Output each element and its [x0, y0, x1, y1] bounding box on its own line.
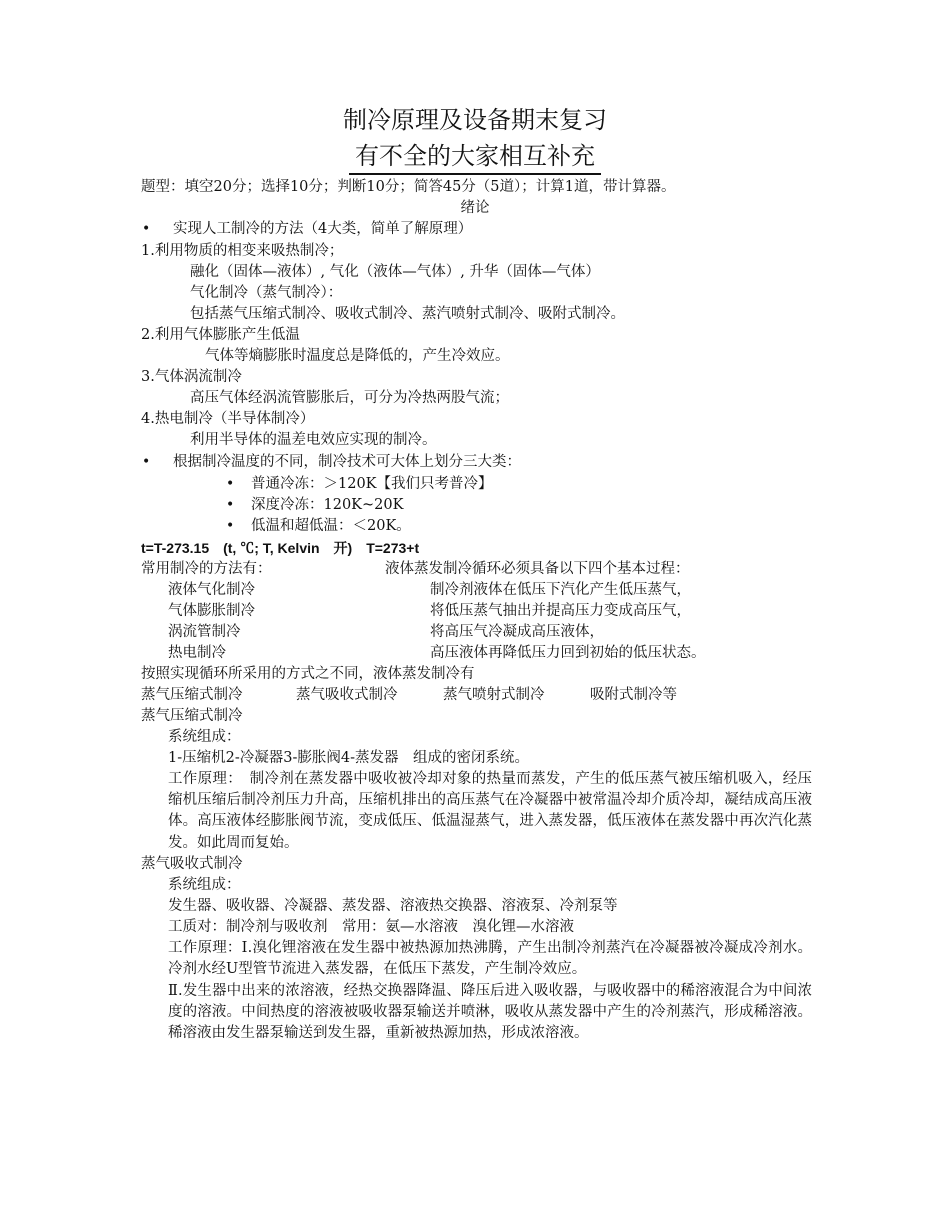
section-heading-intro: 绪论 — [460, 200, 490, 216]
doc-subtitle: 有不全的大家相互补充 — [355, 142, 595, 170]
method-2-line-1: 气体等熵膨胀时温度总是降低的，产生冷效应。 — [205, 348, 510, 364]
process-item: 将低压蒸气抽出并提高压力变成高压气， — [430, 603, 691, 619]
common-methods-heading: 常用制冷的方法有： — [141, 561, 272, 577]
method-4-line-1: 利用半导体的温差电效应实现的制冷。 — [190, 432, 437, 448]
method-3-heading: 3.气体涡流制冷 — [141, 369, 242, 385]
cycle-type: 蒸气压缩式制冷 — [141, 687, 243, 703]
cycle-type: 蒸气吸收式制冷 — [296, 687, 398, 703]
method-1-line-3: 包括蒸气压缩式制冷、吸收式制冷、蒸汽喷射式制冷、吸附式制冷。 — [190, 306, 625, 322]
va-system-components: 发生器、吸收器、冷凝器、蒸发器、溶液热交换器、溶液泵、冷剂泵等 — [168, 898, 618, 914]
process-item: 将高压气冷凝成高压液体， — [430, 624, 604, 640]
common-method-item: 热电制冷 — [168, 645, 226, 661]
temperature-formula: t=T-273.15 (t, ℃; T, Kelvin 开) T=273+t — [141, 540, 420, 556]
method-4-heading: 4.热电制冷（半导体制冷） — [141, 411, 315, 427]
va-working-pair: 工质对：制冷剂与吸收剂 常用：氨—水溶液 溴化锂—水溶液 — [168, 919, 574, 935]
vc-system-label: 系统组成： — [168, 729, 241, 745]
bullet-temperature: 根据制冷温度的不同，制冷技术可大体上划分三大类： — [173, 454, 521, 470]
vc-working-principle: 工作原理： 制冷剂在蒸发器中吸收被冷却对象的热量而蒸发，产生的低压蒸气被压缩机吸入，经压缩机压缩后制冷剂压力升高，压缩机排出的高压蒸气在冷凝器中被常温冷却介质冷却，凝结成高压液体。高压液体经膨胀阀节流，变成低压、低温湿蒸气，进入蒸发器，低压液体在蒸发器中再次汽化蒸发。如此周而复始。 — [168, 771, 812, 851]
cycle-type: 吸附式制冷等 — [590, 687, 677, 703]
exam-format: 题型：填空20分；选择10分；判断10分；简答45分（5道）；计算1道，带计算器。 — [141, 179, 676, 195]
bullet-icon: • — [226, 476, 235, 492]
method-2-heading: 2.利用气体膨胀产生低温 — [141, 327, 300, 343]
common-method-item: 涡流管制冷 — [168, 624, 241, 640]
process-item: 制冷剂液体在低压下汽化产生低压蒸气， — [430, 582, 691, 598]
method-3-line-1: 高压气体经涡流管膨胀后，可分为冷热两股气流； — [190, 390, 509, 406]
temp-class-1: 普通冷冻：＞120K【我们只考普冷】 — [251, 476, 493, 492]
temp-class-3: 低温和超低温：＜20K。 — [251, 518, 411, 534]
temp-class-2: 深度冷冻：120K~20K — [251, 497, 404, 513]
bullet-icon: • — [226, 518, 235, 534]
process-item: 高压液体再降低压力回到初始的低压状态。 — [430, 645, 706, 661]
method-1-line-1: 融化（固体—液体）, 气化（液体—气体）, 升华（固体—气体） — [190, 264, 600, 280]
process-heading: 液体蒸发制冷循环必须具备以下四个基本过程： — [385, 561, 690, 577]
common-method-item: 气体膨胀制冷 — [168, 603, 255, 619]
cycle-intro: 按照实现循环所采用的方式之不同，液体蒸发制冷有 — [141, 666, 475, 682]
subtitle-underline — [349, 173, 601, 175]
bullet-icon: • — [226, 497, 235, 513]
method-1-heading: 1.利用物质的相变来吸热制冷； — [141, 243, 344, 259]
vapor-compression-heading: 蒸气压缩式制冷 — [141, 708, 243, 724]
method-1-line-2: 气化制冷（蒸气制冷）： — [190, 285, 343, 301]
vapor-absorption-heading: 蒸气吸收式制冷 — [141, 856, 243, 872]
bullet-methods: 实现人工制冷的方法（4大类，简单了解原理） — [173, 221, 473, 237]
vc-system-components: 1-压缩机2-冷凝器3-膨胀阀4-蒸发器 组成的密闭系统。 — [168, 750, 529, 766]
cycle-type: 蒸气喷射式制冷 — [443, 687, 545, 703]
bullet-icon: • — [142, 221, 151, 237]
va-working-principle-2: Ⅱ.发生器中出来的浓溶液，经热交换器降温、降压后进入吸收器，与吸收器中的稀溶液混合为中间浓度的溶液。中间热度的溶液被吸收器泵输送并喷淋，吸收从蒸发器中产生的冷剂蒸汽，形成稀溶液。稀溶液由发生器泵输送到发生器，重新被热源加热，形成浓溶液。 — [168, 983, 812, 1042]
va-system-label: 系统组成： — [168, 877, 241, 893]
doc-title: 制冷原理及设备期末复习 — [343, 106, 607, 134]
va-working-principle-1: 工作原理：Ⅰ.溴化锂溶液在发生器中被热源加热沸腾，产生出制冷剂蒸汽在冷凝器被冷凝成冷剂水。冷剂水经U型管节流进入蒸发器，在低压下蒸发，产生制冷效应。 — [168, 940, 812, 978]
common-method-item: 液体气化制冷 — [168, 582, 255, 598]
bullet-icon: • — [142, 454, 151, 470]
